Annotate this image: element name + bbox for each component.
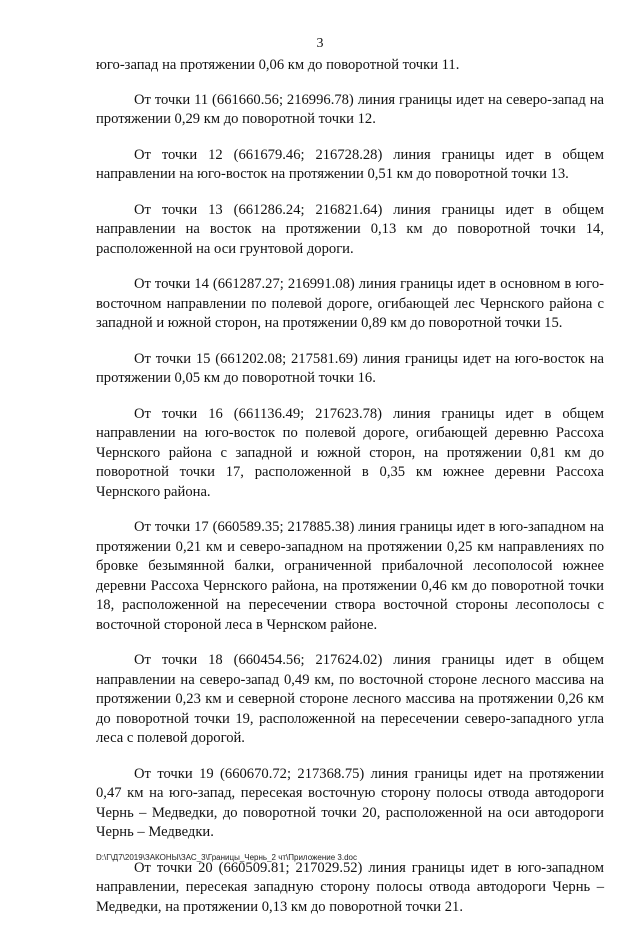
paragraph-point-12: От точки 12 (661679.46; 216728.28) линия границы идет в общем направлении на юго-восток на протяжении 0,51 км до поворотной точки 13.	[96, 146, 604, 182]
paragraph-point-17: От точки 17 (660589.35; 217885.38) линия границы идет в юго-западном на протяжении 0,21 км и северо-западном на протяжении 0,25 км направлениях по бровке безымянной балки, ограниченной прибалочной лесополосой южнее деревни Рассоха Чернского района, на протяжении 0,46 км до поворотной точки 18, расположенной на пересечении створа восточной стороны лесополосы с восточной стороной леса в Чернском районе.	[96, 519, 604, 633]
paragraph-point-20: От точки 20 (660509.81; 217029.52) линия границы идет в юго-западном направлении, пересекая западную сторону полосы отвода автодороги Чернь – Медведки, на протяжении 0,13 км до поворотной точки 21.	[96, 859, 604, 915]
paragraph-continuation: юго-запад на протяжении 0,06 км до поворотной точки 11.	[96, 57, 460, 73]
footer-file-path: D:\Г\Д7\2019\ЗАКОНЫ\ЗАС_3\Границы_Чернь_2 чт\Приложение 3.doc	[96, 853, 357, 862]
paragraph-point-19: От точки 19 (660670.72; 217368.75) линия границы идет на протяжении 0,47 км на юго-запад, пересекая восточную сторону полосы отвода автодороги Чернь – Медведки, до поворотной точки 20, расположенной на оси автодороги Чернь – Медведки.	[96, 765, 604, 840]
paragraph-point-13: От точки 13 (661286.24; 216821.64) линия границы идет в общем направлении на восток на протяжении 0,13 км до поворотной точки 14, расположенной на оси грунтовой дороги.	[96, 201, 604, 257]
paragraph-point-16: От точки 16 (661136.49; 217623.78) линия границы идет в общем направлении на юго-восток по полевой дороге, огибающей деревню Рассоха Чернского района с западной и южной сторон, на протяжении 0,81 км до поворотной точки 17, расположенной в 0,35 км южнее деревни Рассоха Чернского района.	[96, 405, 604, 500]
paragraph-point-15: От точки 15 (661202.08; 217581.69) линия границы идет на юго-восток на протяжении 0,05 км до поворотной точки 16.	[96, 350, 604, 386]
page-number: 3	[316, 36, 324, 51]
document-body	[96, 56, 604, 933]
paragraph-point-14: От точки 14 (661287.27; 216991.08) линия границы идет в основном в юго-восточном направлении по полевой дороге, огибающей лес Чернского района с западной и южной сторон, на протяжении 0,89 км до поворотной точки 15.	[96, 276, 604, 331]
paragraph-point-11: От точки 11 (661660.56; 216996.78) линия границы идет на северо-запад на протяжении 0,29 км до поворотной точки 12.	[96, 91, 604, 127]
paragraph-point-18: От точки 18 (660454.56; 217624.02) линия границы идет в общем направлении на северо-запад 0,49 км, по восточной стороне лесного массива на протяжении 0,23 км и северной стороне лесного массива на протяжении 0,26 км до поворотной точки 19, расположенной на пересечении северо-западного угла леса с полевой дорогой.	[96, 652, 604, 746]
